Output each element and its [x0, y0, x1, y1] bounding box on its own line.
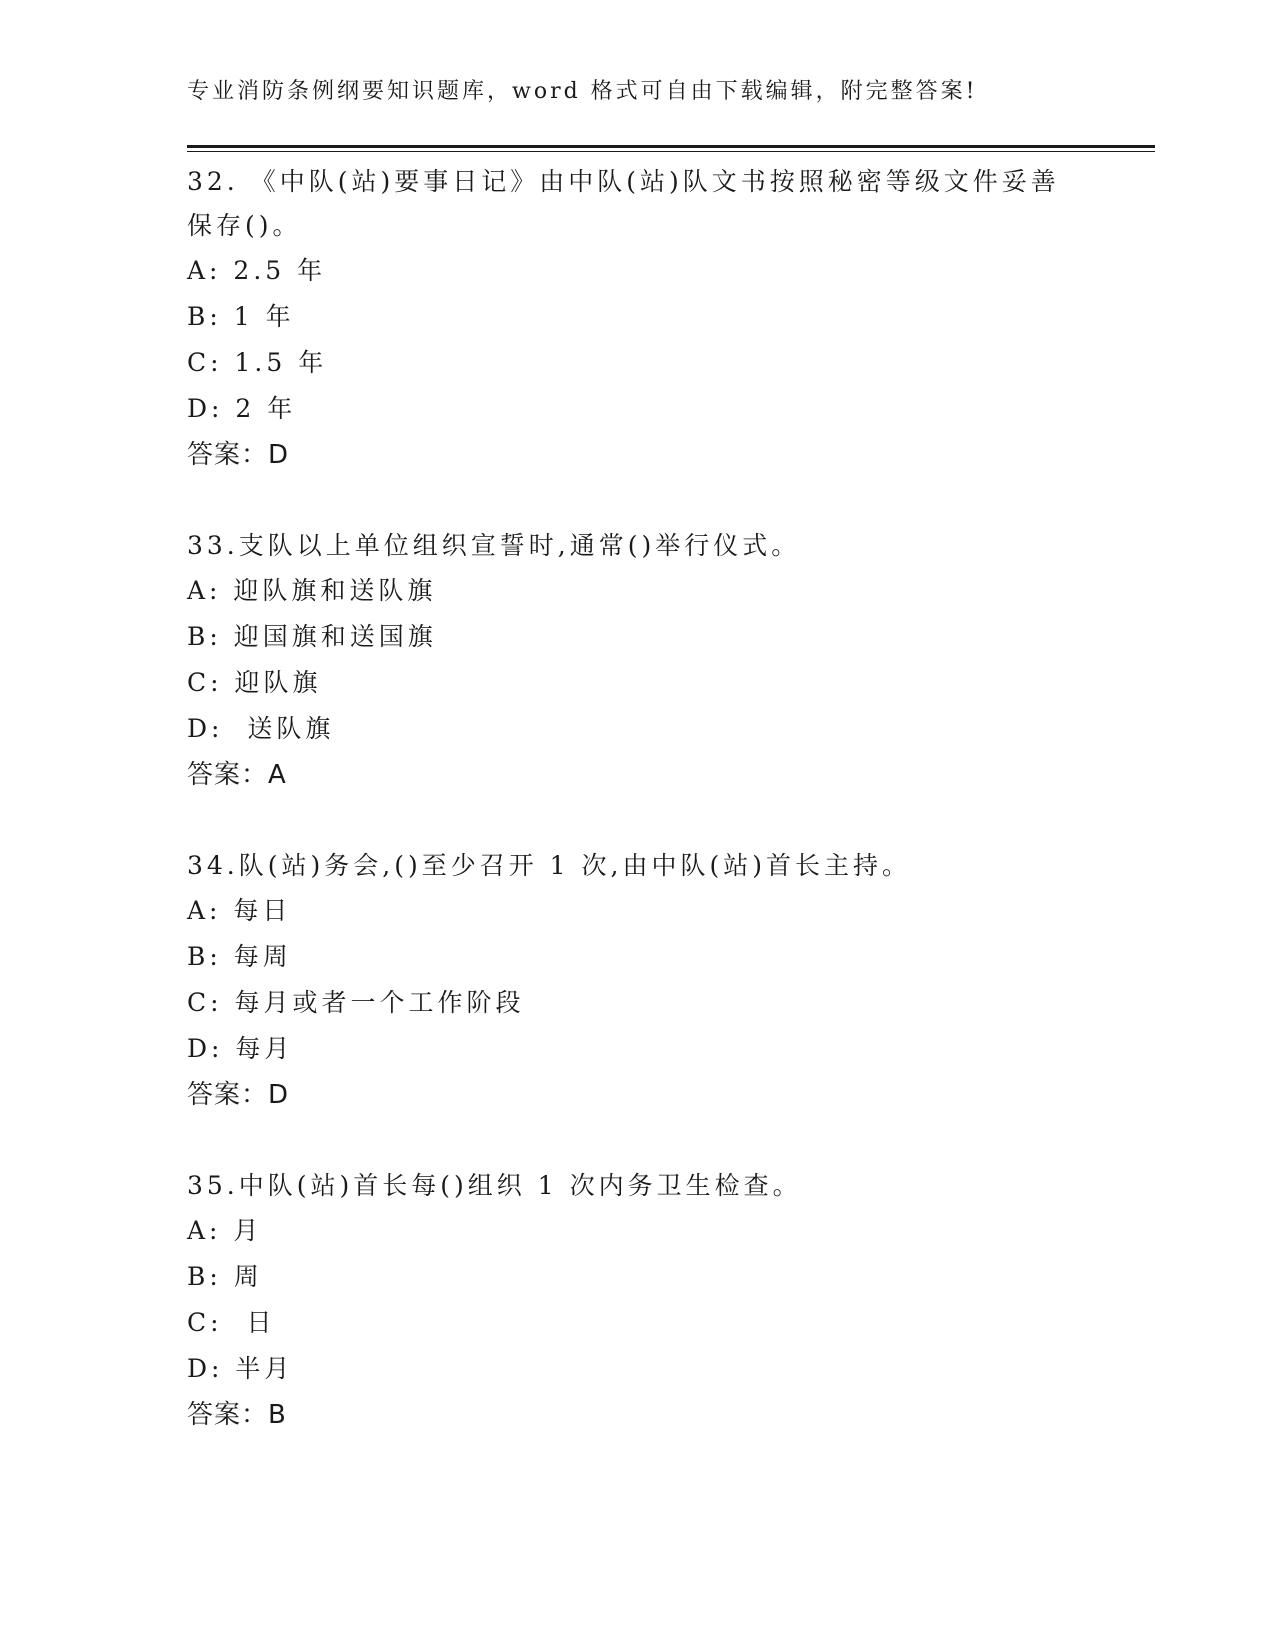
option-c: C: 1.5 年 — [187, 348, 328, 377]
answer-text: 答案：A — [187, 760, 287, 790]
option-a: A: 2.5 年 — [187, 256, 327, 285]
question-text: 35.中队(站)首长每()组织 1 次内务卫生检查。 — [187, 1171, 802, 1200]
option-d: D: 2 年 — [187, 394, 297, 423]
answer-text: 答案：D — [187, 1080, 290, 1110]
question-33 — [187, 524, 1087, 798]
question-text: 34.队(站)务会,()至少召开 1 次,由中队(站)首长主持。 — [187, 851, 911, 880]
header-rule-thin — [187, 151, 1155, 152]
option-b: B: 周 — [187, 1262, 263, 1291]
option-a: A: 迎队旗和送队旗 — [187, 576, 437, 605]
option-d: D: 送队旗 — [187, 714, 335, 743]
option-c: C: 迎队旗 — [187, 668, 322, 697]
question-35 — [187, 1164, 1087, 1438]
option-c: C: 日 — [187, 1308, 276, 1337]
answer-text: 答案：B — [187, 1400, 287, 1430]
option-d: D: 半月 — [187, 1354, 294, 1383]
option-b: B: 每周 — [187, 942, 292, 971]
option-c: C: 每月或者一个工作阶段 — [187, 988, 525, 1017]
question-text: 33.支队以上单位组织宣誓时,通常()举行仪式。 — [187, 531, 801, 560]
question-list — [187, 160, 1087, 1484]
option-b: B: 1 年 — [187, 302, 295, 331]
option-b: B: 迎国旗和送国旗 — [187, 622, 437, 651]
question-32 — [187, 160, 1087, 478]
header-rule-thick — [187, 145, 1155, 148]
question-34 — [187, 844, 1087, 1118]
option-a: A: 每日 — [187, 896, 292, 925]
option-a: A: 月 — [187, 1216, 263, 1245]
question-text: 32. 《中队(站)要事日记》由中队(站)队文书按照秘密等级文件妥善保存()。 — [187, 167, 1060, 240]
option-d: D: 每月 — [187, 1034, 294, 1063]
answer-text: 答案：D — [187, 440, 290, 470]
page-header: 专业消防条例纲要知识题库，word 格式可自由下载编辑，附完整答案! — [187, 79, 978, 104]
